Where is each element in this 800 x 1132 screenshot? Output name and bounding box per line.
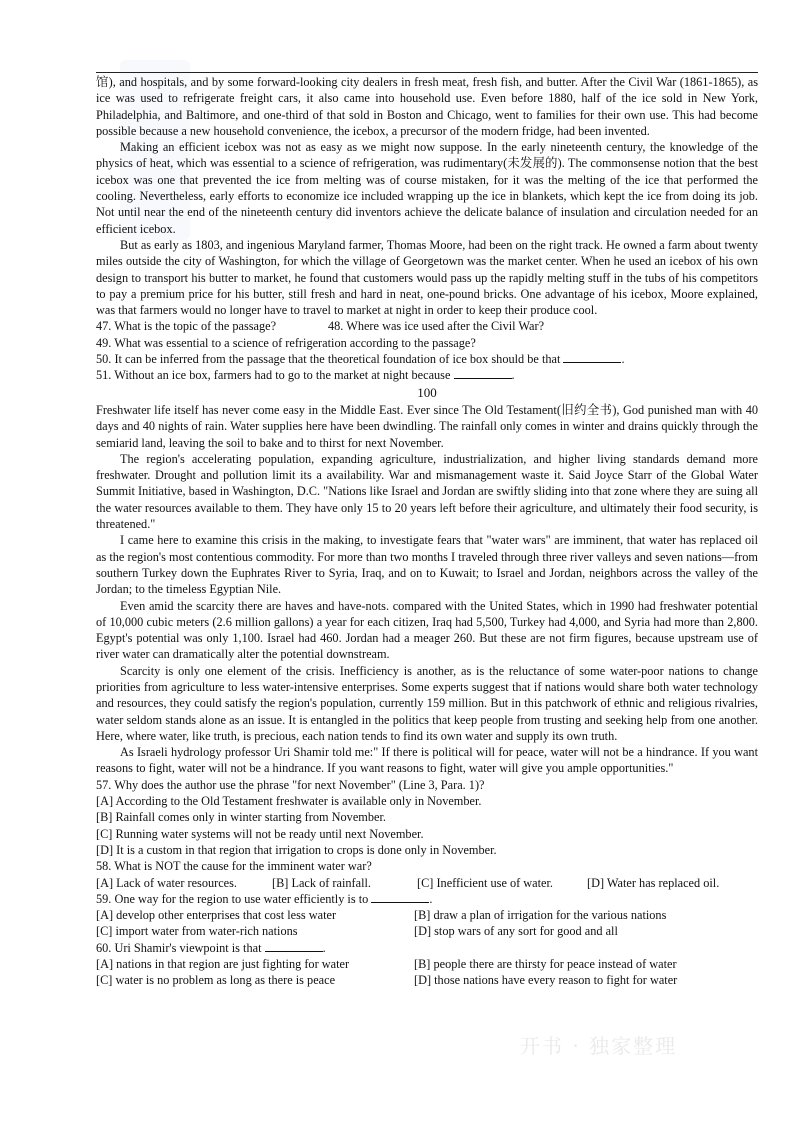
options-58: [96, 875, 758, 891]
answer-blank: [563, 351, 621, 363]
option-58d: [D] Water has replaced oil.: [587, 875, 720, 890]
option-59b: [B] draw a plan of irrigation for the various nations: [414, 908, 667, 923]
option-58a: [A] Lack of water resources.: [96, 875, 237, 890]
option-60d: [D] those nations have every reason to fight for water: [414, 973, 678, 988]
question-51-text: 51. Without an ice box, farmers had to go to the market at night because: [96, 368, 451, 383]
passage1-paragraph-2: Making an efficient icebox was not as easy as we might now suppose. In the early nineteenth century, the knowledge of the physics of heat, which was essential to a science of refrigeration, was rudimentary(未发展的). The commonsense notion that the best icebox was one that prevented the ice from melting was of course mistaken, for it was the melting of the ice that performed the cooling. Nevertheless, early efforts to economize ice included wrapping up the ice in blankets, which kept the ice from doing its job. Not until near the end of the nineteenth century did inventors achieve the delicate balance of insulation and circulation needed for an efficient icebox.: [96, 140, 758, 236]
answer-blank: [265, 940, 323, 952]
question-48: 48. Where was ice used after the Civil War?: [328, 319, 545, 334]
passage2-paragraph-3: I came here to examine this crisis in the making, to investigate fears that "water wars" are imminent, that water has replaced oil as the region's most contentious commodity. For more than two months I traveled through three river valleys and seven nations—from southern Turkey down the Euphrates River to Syria, Iraq, and on to Kuwait; to Israel and Jordan, neighbors across the valley of the Jordan; to the timeless Egyptian Nile.: [96, 533, 758, 597]
question-57: 57. Why does the author use the phrase "for next November" (Line 3, Para. 1)?: [96, 777, 485, 792]
question-51: 51. Without an ice box, farmers had to go to the market at night because .: [96, 368, 515, 383]
option-57a: [A] According to the Old Testament freshwater is available only in November.: [96, 794, 482, 809]
passage2-paragraph-5: Scarcity is only one element of the crisis. Inefficiency is another, as is the reluctance of some water-poor nations to change priorities from agriculture to less water-intensive enterprises. Some experts suggest that if nations would share both water technology and resources, they could satisfy the region's population, currently 159 million. But in this patchwork of ethnic and religious rivalries, water seldom stands alone as an issue. It is entangled in the politics that keep people from trusting and seeking help from one another. Here, where water, like truth, is precious, each nation tends to find its own water and supply its own truth.: [96, 663, 758, 743]
question-59: 59. One way for the region to use water efficiently is to .: [96, 891, 433, 906]
options-60-ab: [96, 956, 758, 972]
option-60b: [B] people there are thirsty for peace instead of water: [414, 957, 677, 972]
question-59-text: 59. One way for the region to use water efficiently is to: [96, 891, 369, 906]
passage2-paragraph-2: The region's accelerating population, expanding agriculture, industrialization, and higher living standards demand more freshwater. Drought and pollution limit its a availability. War and mismanagement waste it. Said Joyce Starr of the Global Water Summit Initiative, based in Washington, D.C. "Nations like Israel and Jordan are swiftly sliding into that zone where they are suing all the water resources available to them. They have only 15 to 20 years left before their agriculture, and ultimately their food security, is threatened.": [96, 451, 758, 532]
options-59-cd: [96, 923, 758, 939]
document-page: [96, 72, 758, 989]
question-58: 58. What is NOT the cause for the imminent water war?: [96, 859, 372, 874]
answer-blank: [371, 891, 429, 903]
top-rule: [96, 72, 758, 73]
question-50: 50. It can be inferred from the passage that the theoretical foundation of ice box should be that .: [96, 352, 625, 367]
options-60-cd: [96, 972, 758, 988]
question-47: 47. What is the topic of the passage?: [96, 319, 277, 334]
passage2-paragraph-6: As Israeli hydrology professor Uri Shamir told me:" If there is political will for peace, water will not be a hindrance. If you want reasons to fight, water will not be a hindrance. If you want reasons to fight, water will give you ample opportunities.": [96, 745, 758, 776]
option-57d: [D] It is a custom in that region that irrigation to crops is done only in November.: [96, 842, 497, 857]
passage2-paragraph-4: Even amid the scarcity there are haves and have-nots. compared with the United States, which in 1990 had freshwater potential of 10,000 cubic meters (2.6 million gallons) a year for each citizen, Iraq had 5,500, Turkey had 4,000, and Syria had more than 2,800. Egypt's potential was only 1,100. Israel had 460. Jordan had a meager 260. But these are not firm figures, because upstream use of river water can dramatically alter the potential downstream.: [96, 598, 758, 662]
option-58b: [B] Lack of rainfall.: [272, 875, 372, 890]
option-58c: [C] Inefficient use of water.: [417, 875, 554, 890]
question-60-text: 60. Uri Shamir's viewpoint is that: [96, 940, 262, 955]
watermark-text: 开书 · 独家整理: [520, 1034, 678, 1058]
question-50-text: 50. It can be inferred from the passage that the theoretical foundation of ice box should be that: [96, 352, 561, 367]
option-57c: [C] Running water systems will not be ready until next November.: [96, 826, 424, 841]
question-row-47-48: [96, 318, 758, 334]
option-59d: [D] stop wars of any sort for good and all: [414, 924, 618, 939]
option-59a: [A] develop other enterprises that cost less water: [96, 908, 337, 923]
passage1-paragraph-3: But as early as 1803, and ingenious Maryland farmer, Thomas Moore, had been on the right track. He owned a farm about twenty miles outside the city of Washington, for which the village of Georgetown was the market center. When he used an icebox of his own design to transport his butter to market, he found that customers would pass up the rapidly melting stuff in the tubs of his competitors to pay a premium price for his butter, still fresh and hard in neat, one-pound bricks. One advantage of his icebox, Moore explained, was that farmers would no longer have to travel to market at night in order to keep their produce cool.: [96, 237, 758, 318]
question-49: 49. What was essential to a science of refrigeration according to the passage?: [96, 335, 476, 350]
question-60: 60. Uri Shamir's viewpoint is that .: [96, 940, 326, 955]
option-59c: [C] import water from water-rich nations: [96, 924, 298, 939]
option-60c: [C] water is no problem as long as there is peace: [96, 973, 336, 988]
options-59-ab: [96, 907, 758, 923]
passage1-paragraph-1: 馆), and hospitals, and by some forward-looking city dealers in fresh meat, fresh fish, and butter. After the Civil War (1861-1865), as ice was used to refrigerate freight cars, it also came into household use. Even before 1880, half of the ice sold in New York, Philadelphia, and Baltimore, and one-third of that sold in Boston and Chicago, went to families for their own use. This had become possible because a new household convenience, the icebox, a precursor of the modern fridge, had been invented.: [96, 75, 758, 138]
passage2-paragraph-1: Freshwater life itself has never come easy in the Middle East. Ever since The Old Testament(旧约全书), God punished man with 40 days and 40 nights of rain. Water supplies here have been dwindling. The rainfall only comes in winter and drains quickly through the semiarid land, leaving the soil to bake and to thirst for next November.: [96, 402, 758, 450]
answer-blank: [454, 367, 512, 379]
section-number: 100: [417, 384, 437, 400]
option-60a: [A] nations in that region are just fighting for water: [96, 957, 350, 972]
option-57b: [B] Rainfall comes only in winter starting from November.: [96, 810, 386, 825]
